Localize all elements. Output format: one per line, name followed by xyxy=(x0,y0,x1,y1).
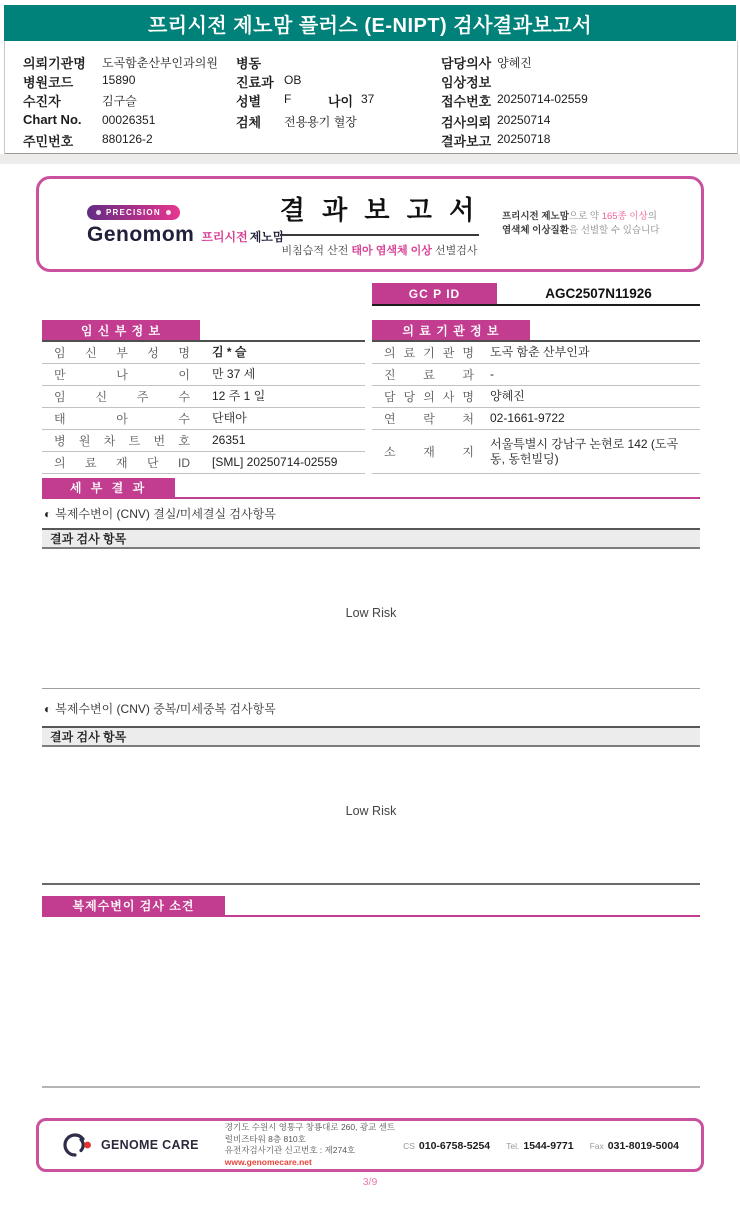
genomom-logo xyxy=(39,202,285,247)
footer-card xyxy=(36,1118,704,1172)
footer-contacts xyxy=(403,1136,679,1154)
field-label: 수진자 xyxy=(23,94,61,109)
tel-contact: Tel. 1544-9771 xyxy=(506,1140,574,1152)
field-label: 의뢰기관명 xyxy=(23,56,86,71)
genome-care-logo-icon xyxy=(61,1131,95,1159)
field-label: 접수번호 xyxy=(441,94,492,109)
brand-header-card xyxy=(36,176,704,272)
table-row: 임 신 주 수 12 주 1 일 xyxy=(42,386,365,408)
field-value: 도곡함춘산부인과의원 xyxy=(102,56,218,70)
logo-kr-pink: 프리시전 xyxy=(201,229,248,244)
half-circle-bullet-icon: ◐ xyxy=(44,702,52,716)
genome-care-logo xyxy=(61,1131,199,1159)
section-detail-results xyxy=(42,478,700,499)
section-divider xyxy=(42,883,700,885)
cs-contact: CS 010-6758-5254 xyxy=(403,1140,491,1152)
section-cnv-opinion xyxy=(42,896,700,917)
field-value: 20250714-02559 xyxy=(497,92,588,106)
page-divider-strip xyxy=(0,154,740,164)
field-value: 00026351 xyxy=(102,113,156,127)
table-row: 의 료 재 단 ID [SML] 20250714-02559 xyxy=(42,452,365,474)
result-items-header: 결과 검사 항목 xyxy=(42,726,700,747)
address-line-2: 유전자검사기관 신고번호 : 제274호 xyxy=(224,1145,356,1155)
field-value: 전용용기 혈장 xyxy=(284,115,357,129)
field-value: 20250714 xyxy=(497,113,551,127)
field-value: 15890 xyxy=(102,73,136,87)
report-title: 프리시전 제노맘 플러스 (E-NIPT) 검사결과보고서 xyxy=(147,14,593,37)
website-link[interactable]: www.genomecare.net xyxy=(224,1156,312,1167)
precision-badge: PRECISION xyxy=(87,205,180,220)
field-label: 검체 xyxy=(236,115,262,130)
table-row: 임 신 부 성 명 김 * 슬 xyxy=(42,342,365,364)
section-divider xyxy=(42,1086,700,1088)
table-row: 만 나 이 만 37 세 xyxy=(42,364,365,386)
gcp-id-label: GC P ID xyxy=(372,283,497,304)
fax-contact: Fax 031-8019-5004 xyxy=(589,1140,679,1152)
section-title: 세 부 결 과 xyxy=(42,478,175,497)
field-value: 37 xyxy=(361,92,375,106)
field-label: 병동 xyxy=(236,56,262,71)
cnv-deletion-heading: ◐ 복제수변이 (CNV) 결실/미세결실 검사항목 xyxy=(44,507,276,521)
field-value: 양혜진 xyxy=(497,56,532,70)
field-label: 주민번호 xyxy=(23,134,74,149)
table-row: 진 료 과 - xyxy=(372,364,700,386)
logo-wordmark: Genomom xyxy=(87,222,195,246)
gcp-id-row xyxy=(372,283,700,306)
field-label: 나이 xyxy=(328,94,354,109)
table-row: 병 원 차 트 번 호 26351 xyxy=(42,430,365,452)
field-label: 진료과 xyxy=(236,75,274,90)
cnv-deletion-result: Low Risk xyxy=(345,606,397,620)
field-label: 병원코드 xyxy=(23,75,74,90)
clinic-info-title: 의 료 기 관 정 보 xyxy=(372,320,530,340)
clinic-info-table xyxy=(372,340,700,474)
field-value: 김구슬 xyxy=(102,94,137,108)
mother-info-title: 임 신 부 정 보 xyxy=(42,320,200,340)
logo-kr-dark: 제노맘 xyxy=(249,229,285,244)
field-label: 성별 xyxy=(236,94,262,109)
field-value: 880126-2 xyxy=(102,132,153,146)
table-row: 의 료 기 관 명 도곡 함춘 산부인과 xyxy=(372,342,700,364)
page-number: 3/9 xyxy=(362,1176,378,1188)
half-circle-bullet-icon: ◐ xyxy=(44,507,52,521)
report-subheading: 비침습적 산전 태아 염색체 이상 선별검사 xyxy=(281,245,478,257)
section-divider xyxy=(42,688,700,689)
report-heading: 결 과 보 고 서 xyxy=(280,190,479,236)
cnv-duplication-heading: ◐ 복제수변이 (CNV) 중복/미세중복 검사항목 xyxy=(44,702,276,716)
table-row: 소 재 지 서울특별시 강남구 논현로 142 (도곡동, 동헌빌딩) xyxy=(372,430,700,474)
field-label: 임상정보 xyxy=(441,75,492,90)
section-title: 복제수변이 검사 소견 xyxy=(42,896,225,915)
report-heading-block xyxy=(257,190,502,258)
address-line-1: 경기도 수원시 영통구 창룡대로 260, 광교 센트럴비즈타워 8층 810호 xyxy=(224,1122,396,1144)
field-label: 결과보고 xyxy=(441,134,492,149)
patient-header xyxy=(4,41,738,155)
field-value: 20250718 xyxy=(497,132,551,146)
table-row: 연 락 처 02-1661-9722 xyxy=(372,408,700,430)
result-items-header: 결과 검사 항목 xyxy=(42,528,700,549)
field-label: Chart No. xyxy=(23,112,82,127)
field-value: OB xyxy=(284,73,302,87)
cnv-duplication-result: Low Risk xyxy=(345,804,397,818)
brand-tagline: 프리시전 제노맘으로 약 165종 이상의 염색체 이상질환을 선별할 수 있습니다 xyxy=(502,211,660,236)
report-title-bar xyxy=(4,5,736,41)
mother-info-table xyxy=(42,340,365,474)
footer-address xyxy=(225,1122,403,1168)
genome-care-logo-text: GENOME CARE xyxy=(101,1138,199,1152)
field-label: 담당의사 xyxy=(441,56,492,71)
field-value: F xyxy=(284,92,292,106)
gcp-id-value: AGC2507N11926 xyxy=(545,286,652,301)
table-row: 담 당 의 사 명 양혜진 xyxy=(372,386,700,408)
field-label: 검사의뢰 xyxy=(441,115,492,130)
table-row: 태 아 수 단태아 xyxy=(42,408,365,430)
